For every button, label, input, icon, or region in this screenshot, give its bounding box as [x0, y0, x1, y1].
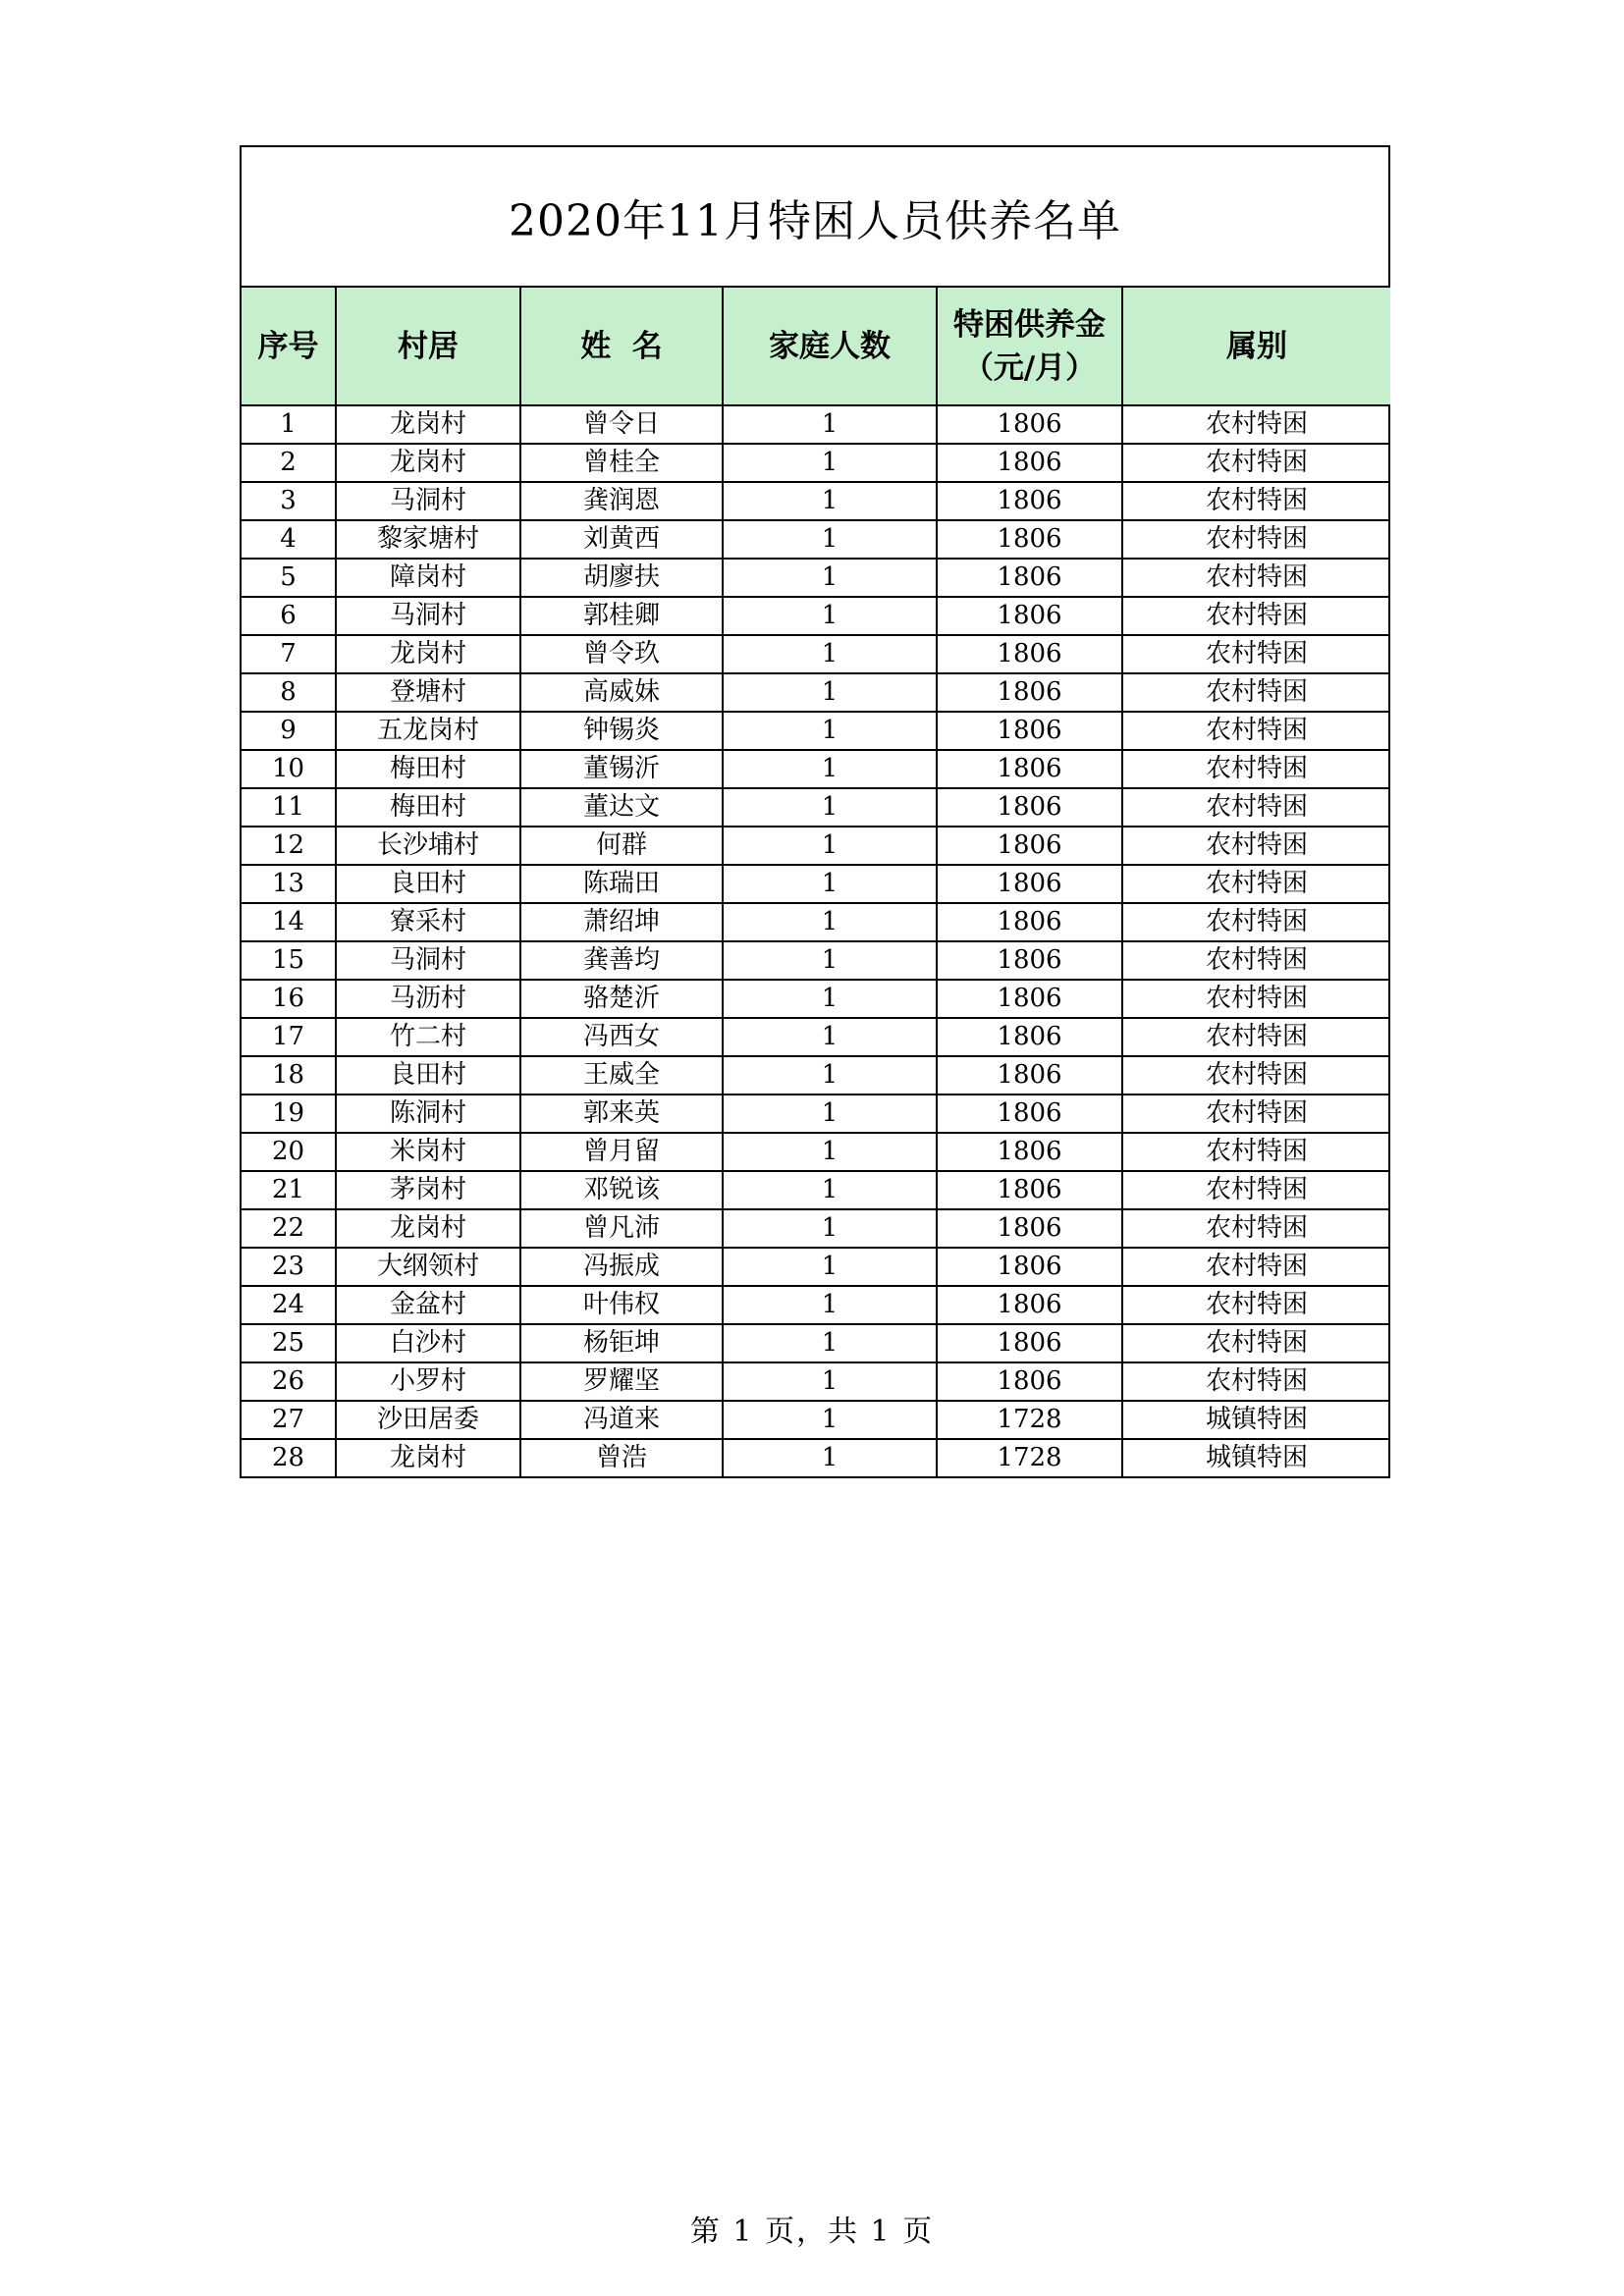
cell-seq: 4	[242, 520, 336, 559]
cell-category: 农村特困	[1122, 673, 1390, 712]
cell-village: 梅田村	[336, 750, 520, 788]
table-row	[242, 827, 1390, 865]
cell-family-size: 1	[723, 827, 937, 865]
header-row	[242, 288, 1390, 405]
cell-seq: 15	[242, 941, 336, 980]
cell-category: 城镇特困	[1122, 1401, 1390, 1439]
cell-category: 农村特困	[1122, 1286, 1390, 1324]
cell-category: 农村特困	[1122, 1171, 1390, 1209]
cell-category: 农村特困	[1122, 1362, 1390, 1401]
cell-name: 曾令玖	[520, 635, 723, 673]
cell-village: 陈洞村	[336, 1095, 520, 1133]
cell-village: 小罗村	[336, 1362, 520, 1401]
cell-seq: 5	[242, 559, 336, 597]
cell-category: 农村特困	[1122, 1018, 1390, 1056]
cell-village: 龙岗村	[336, 444, 520, 482]
header-allowance-line1: 特困供养金	[953, 306, 1106, 343]
cell-seq: 25	[242, 1324, 336, 1362]
header-village: 村居	[336, 288, 520, 405]
cell-allowance: 1806	[937, 520, 1122, 559]
cell-family-size: 1	[723, 597, 937, 635]
table-row	[242, 444, 1390, 482]
cell-allowance: 1806	[937, 1171, 1122, 1209]
cell-family-size: 1	[723, 1439, 937, 1476]
table-row	[242, 1209, 1390, 1248]
cell-seq: 6	[242, 597, 336, 635]
cell-name: 刘黄西	[520, 520, 723, 559]
table-row	[242, 559, 1390, 597]
cell-village: 马沥村	[336, 980, 520, 1018]
cell-allowance: 1806	[937, 405, 1122, 444]
cell-seq: 7	[242, 635, 336, 673]
cell-name: 高威妹	[520, 673, 723, 712]
roster-body	[242, 405, 1390, 1476]
cell-village: 马洞村	[336, 482, 520, 520]
cell-allowance: 1806	[937, 444, 1122, 482]
header-name-label: 姓 名	[580, 328, 663, 364]
cell-village: 良田村	[336, 865, 520, 903]
cell-village: 长沙埔村	[336, 827, 520, 865]
cell-allowance: 1806	[937, 1018, 1122, 1056]
table-row	[242, 941, 1390, 980]
cell-allowance: 1806	[937, 980, 1122, 1018]
table-row	[242, 1095, 1390, 1133]
cell-allowance: 1806	[937, 788, 1122, 827]
cell-village: 马洞村	[336, 941, 520, 980]
table-row	[242, 865, 1390, 903]
cell-name: 胡廖扶	[520, 559, 723, 597]
cell-name: 钟锡炎	[520, 712, 723, 750]
cell-category: 农村特困	[1122, 1095, 1390, 1133]
cell-name: 曾凡沛	[520, 1209, 723, 1248]
cell-category: 农村特困	[1122, 750, 1390, 788]
cell-seq: 22	[242, 1209, 336, 1248]
table-row	[242, 1056, 1390, 1095]
cell-name: 冯西女	[520, 1018, 723, 1056]
cell-category: 农村特困	[1122, 788, 1390, 827]
cell-village: 大纲领村	[336, 1248, 520, 1286]
cell-allowance: 1806	[937, 865, 1122, 903]
cell-village: 龙岗村	[336, 1439, 520, 1476]
cell-allowance: 1806	[937, 673, 1122, 712]
cell-family-size: 1	[723, 712, 937, 750]
cell-village: 龙岗村	[336, 1209, 520, 1248]
cell-village: 沙田居委	[336, 1401, 520, 1439]
cell-seq: 12	[242, 827, 336, 865]
header-allowance	[937, 288, 1122, 405]
cell-seq: 28	[242, 1439, 336, 1476]
cell-name: 何群	[520, 827, 723, 865]
cell-family-size: 1	[723, 673, 937, 712]
cell-village: 白沙村	[336, 1324, 520, 1362]
cell-family-size: 1	[723, 1324, 937, 1362]
table-row	[242, 1362, 1390, 1401]
cell-name: 冯振成	[520, 1248, 723, 1286]
table-row	[242, 597, 1390, 635]
table-row	[242, 712, 1390, 750]
cell-category: 农村特困	[1122, 520, 1390, 559]
cell-family-size: 1	[723, 1018, 937, 1056]
cell-village: 竹二村	[336, 1018, 520, 1056]
cell-category: 农村特困	[1122, 1133, 1390, 1171]
cell-seq: 13	[242, 865, 336, 903]
table-row	[242, 980, 1390, 1018]
cell-allowance: 1806	[937, 827, 1122, 865]
cell-allowance: 1806	[937, 1056, 1122, 1095]
cell-name: 曾桂全	[520, 444, 723, 482]
table-row	[242, 1439, 1390, 1476]
table-row	[242, 1286, 1390, 1324]
cell-seq: 9	[242, 712, 336, 750]
table-row	[242, 788, 1390, 827]
cell-family-size: 1	[723, 1133, 937, 1171]
cell-family-size: 1	[723, 482, 937, 520]
cell-allowance: 1806	[937, 1362, 1122, 1401]
cell-allowance: 1806	[937, 635, 1122, 673]
cell-category: 农村特困	[1122, 559, 1390, 597]
cell-name: 骆楚沂	[520, 980, 723, 1018]
cell-category: 农村特困	[1122, 482, 1390, 520]
header-category: 属别	[1122, 288, 1390, 405]
cell-seq: 10	[242, 750, 336, 788]
cell-family-size: 1	[723, 980, 937, 1018]
cell-name: 冯道来	[520, 1401, 723, 1439]
cell-allowance: 1806	[937, 597, 1122, 635]
cell-category: 农村特困	[1122, 980, 1390, 1018]
cell-seq: 18	[242, 1056, 336, 1095]
cell-family-size: 1	[723, 444, 937, 482]
cell-village: 茅岗村	[336, 1171, 520, 1209]
cell-family-size: 1	[723, 1056, 937, 1095]
cell-category: 农村特困	[1122, 865, 1390, 903]
cell-village: 米岗村	[336, 1133, 520, 1171]
cell-seq: 19	[242, 1095, 336, 1133]
cell-name: 曾月留	[520, 1133, 723, 1171]
roster-sheet	[240, 145, 1390, 1478]
cell-family-size: 1	[723, 1209, 937, 1248]
cell-family-size: 1	[723, 903, 937, 941]
cell-allowance: 1806	[937, 750, 1122, 788]
cell-village: 寮采村	[336, 903, 520, 941]
cell-allowance: 1806	[937, 1133, 1122, 1171]
cell-seq: 8	[242, 673, 336, 712]
cell-name: 董达文	[520, 788, 723, 827]
cell-name: 邓锐该	[520, 1171, 723, 1209]
cell-category: 农村特困	[1122, 712, 1390, 750]
cell-village: 障岗村	[336, 559, 520, 597]
cell-category: 农村特困	[1122, 941, 1390, 980]
table-row	[242, 1018, 1390, 1056]
cell-category: 农村特困	[1122, 1209, 1390, 1248]
cell-category: 农村特困	[1122, 827, 1390, 865]
cell-allowance: 1806	[937, 903, 1122, 941]
cell-category: 农村特困	[1122, 597, 1390, 635]
table-row	[242, 1324, 1390, 1362]
cell-village: 良田村	[336, 1056, 520, 1095]
cell-seq: 2	[242, 444, 336, 482]
cell-allowance: 1806	[937, 482, 1122, 520]
cell-allowance: 1806	[937, 1324, 1122, 1362]
table-row	[242, 1401, 1390, 1439]
table-row	[242, 520, 1390, 559]
cell-allowance: 1806	[937, 1248, 1122, 1286]
cell-seq: 20	[242, 1133, 336, 1171]
cell-seq: 11	[242, 788, 336, 827]
cell-family-size: 1	[723, 788, 937, 827]
cell-family-size: 1	[723, 941, 937, 980]
cell-name: 罗耀坚	[520, 1362, 723, 1401]
cell-allowance: 1806	[937, 941, 1122, 980]
cell-family-size: 1	[723, 405, 937, 444]
cell-seq: 24	[242, 1286, 336, 1324]
table-row	[242, 903, 1390, 941]
cell-category: 农村特困	[1122, 635, 1390, 673]
cell-seq: 14	[242, 903, 336, 941]
cell-allowance: 1806	[937, 1209, 1122, 1248]
cell-name: 萧绍坤	[520, 903, 723, 941]
cell-family-size: 1	[723, 559, 937, 597]
cell-name: 龚善均	[520, 941, 723, 980]
page-title: 2020年11月特困人员供养名单	[242, 147, 1388, 288]
cell-family-size: 1	[723, 1286, 937, 1324]
cell-family-size: 1	[723, 520, 937, 559]
page-footer: 第 1 页，共 1 页	[689, 2215, 935, 2249]
table-row	[242, 1248, 1390, 1286]
cell-seq: 17	[242, 1018, 336, 1056]
roster-table	[242, 288, 1390, 1476]
cell-name: 董锡沂	[520, 750, 723, 788]
cell-village: 金盆村	[336, 1286, 520, 1324]
table-row	[242, 1133, 1390, 1171]
cell-allowance: 1806	[937, 559, 1122, 597]
table-row	[242, 482, 1390, 520]
cell-seq: 21	[242, 1171, 336, 1209]
cell-village: 梅田村	[336, 788, 520, 827]
cell-family-size: 1	[723, 750, 937, 788]
cell-family-size: 1	[723, 1362, 937, 1401]
cell-seq: 1	[242, 405, 336, 444]
cell-category: 农村特困	[1122, 903, 1390, 941]
cell-village: 龙岗村	[336, 405, 520, 444]
cell-name: 龚润恩	[520, 482, 723, 520]
cell-village: 黎家塘村	[336, 520, 520, 559]
cell-seq: 23	[242, 1248, 336, 1286]
cell-seq: 3	[242, 482, 336, 520]
cell-name: 郭来英	[520, 1095, 723, 1133]
header-allowance-line2: （元/月）	[962, 349, 1097, 386]
cell-village: 龙岗村	[336, 635, 520, 673]
header-family-size: 家庭人数	[723, 288, 937, 405]
cell-name: 曾令日	[520, 405, 723, 444]
cell-family-size: 1	[723, 1171, 937, 1209]
cell-category: 农村特困	[1122, 1056, 1390, 1095]
cell-name: 王威全	[520, 1056, 723, 1095]
cell-village: 五龙岗村	[336, 712, 520, 750]
cell-seq: 27	[242, 1401, 336, 1439]
cell-allowance: 1728	[937, 1439, 1122, 1476]
cell-name: 陈瑞田	[520, 865, 723, 903]
cell-name: 曾浩	[520, 1439, 723, 1476]
cell-family-size: 1	[723, 1095, 937, 1133]
cell-category: 农村特困	[1122, 444, 1390, 482]
header-seq: 序号	[242, 288, 336, 405]
cell-allowance: 1806	[937, 712, 1122, 750]
table-row	[242, 673, 1390, 712]
cell-village: 马洞村	[336, 597, 520, 635]
cell-family-size: 1	[723, 635, 937, 673]
cell-allowance: 1806	[937, 1286, 1122, 1324]
cell-family-size: 1	[723, 865, 937, 903]
cell-name: 杨钜坤	[520, 1324, 723, 1362]
table-row	[242, 405, 1390, 444]
header-name	[520, 288, 723, 405]
cell-allowance: 1806	[937, 1095, 1122, 1133]
cell-category: 农村特困	[1122, 1324, 1390, 1362]
cell-category: 城镇特困	[1122, 1439, 1390, 1476]
table-row	[242, 1171, 1390, 1209]
cell-family-size: 1	[723, 1401, 937, 1439]
cell-seq: 16	[242, 980, 336, 1018]
cell-allowance: 1728	[937, 1401, 1122, 1439]
cell-village: 登塘村	[336, 673, 520, 712]
cell-category: 农村特困	[1122, 405, 1390, 444]
cell-family-size: 1	[723, 1248, 937, 1286]
cell-name: 郭桂卿	[520, 597, 723, 635]
cell-category: 农村特困	[1122, 1248, 1390, 1286]
cell-seq: 26	[242, 1362, 336, 1401]
table-row	[242, 750, 1390, 788]
cell-name: 叶伟权	[520, 1286, 723, 1324]
table-row	[242, 635, 1390, 673]
